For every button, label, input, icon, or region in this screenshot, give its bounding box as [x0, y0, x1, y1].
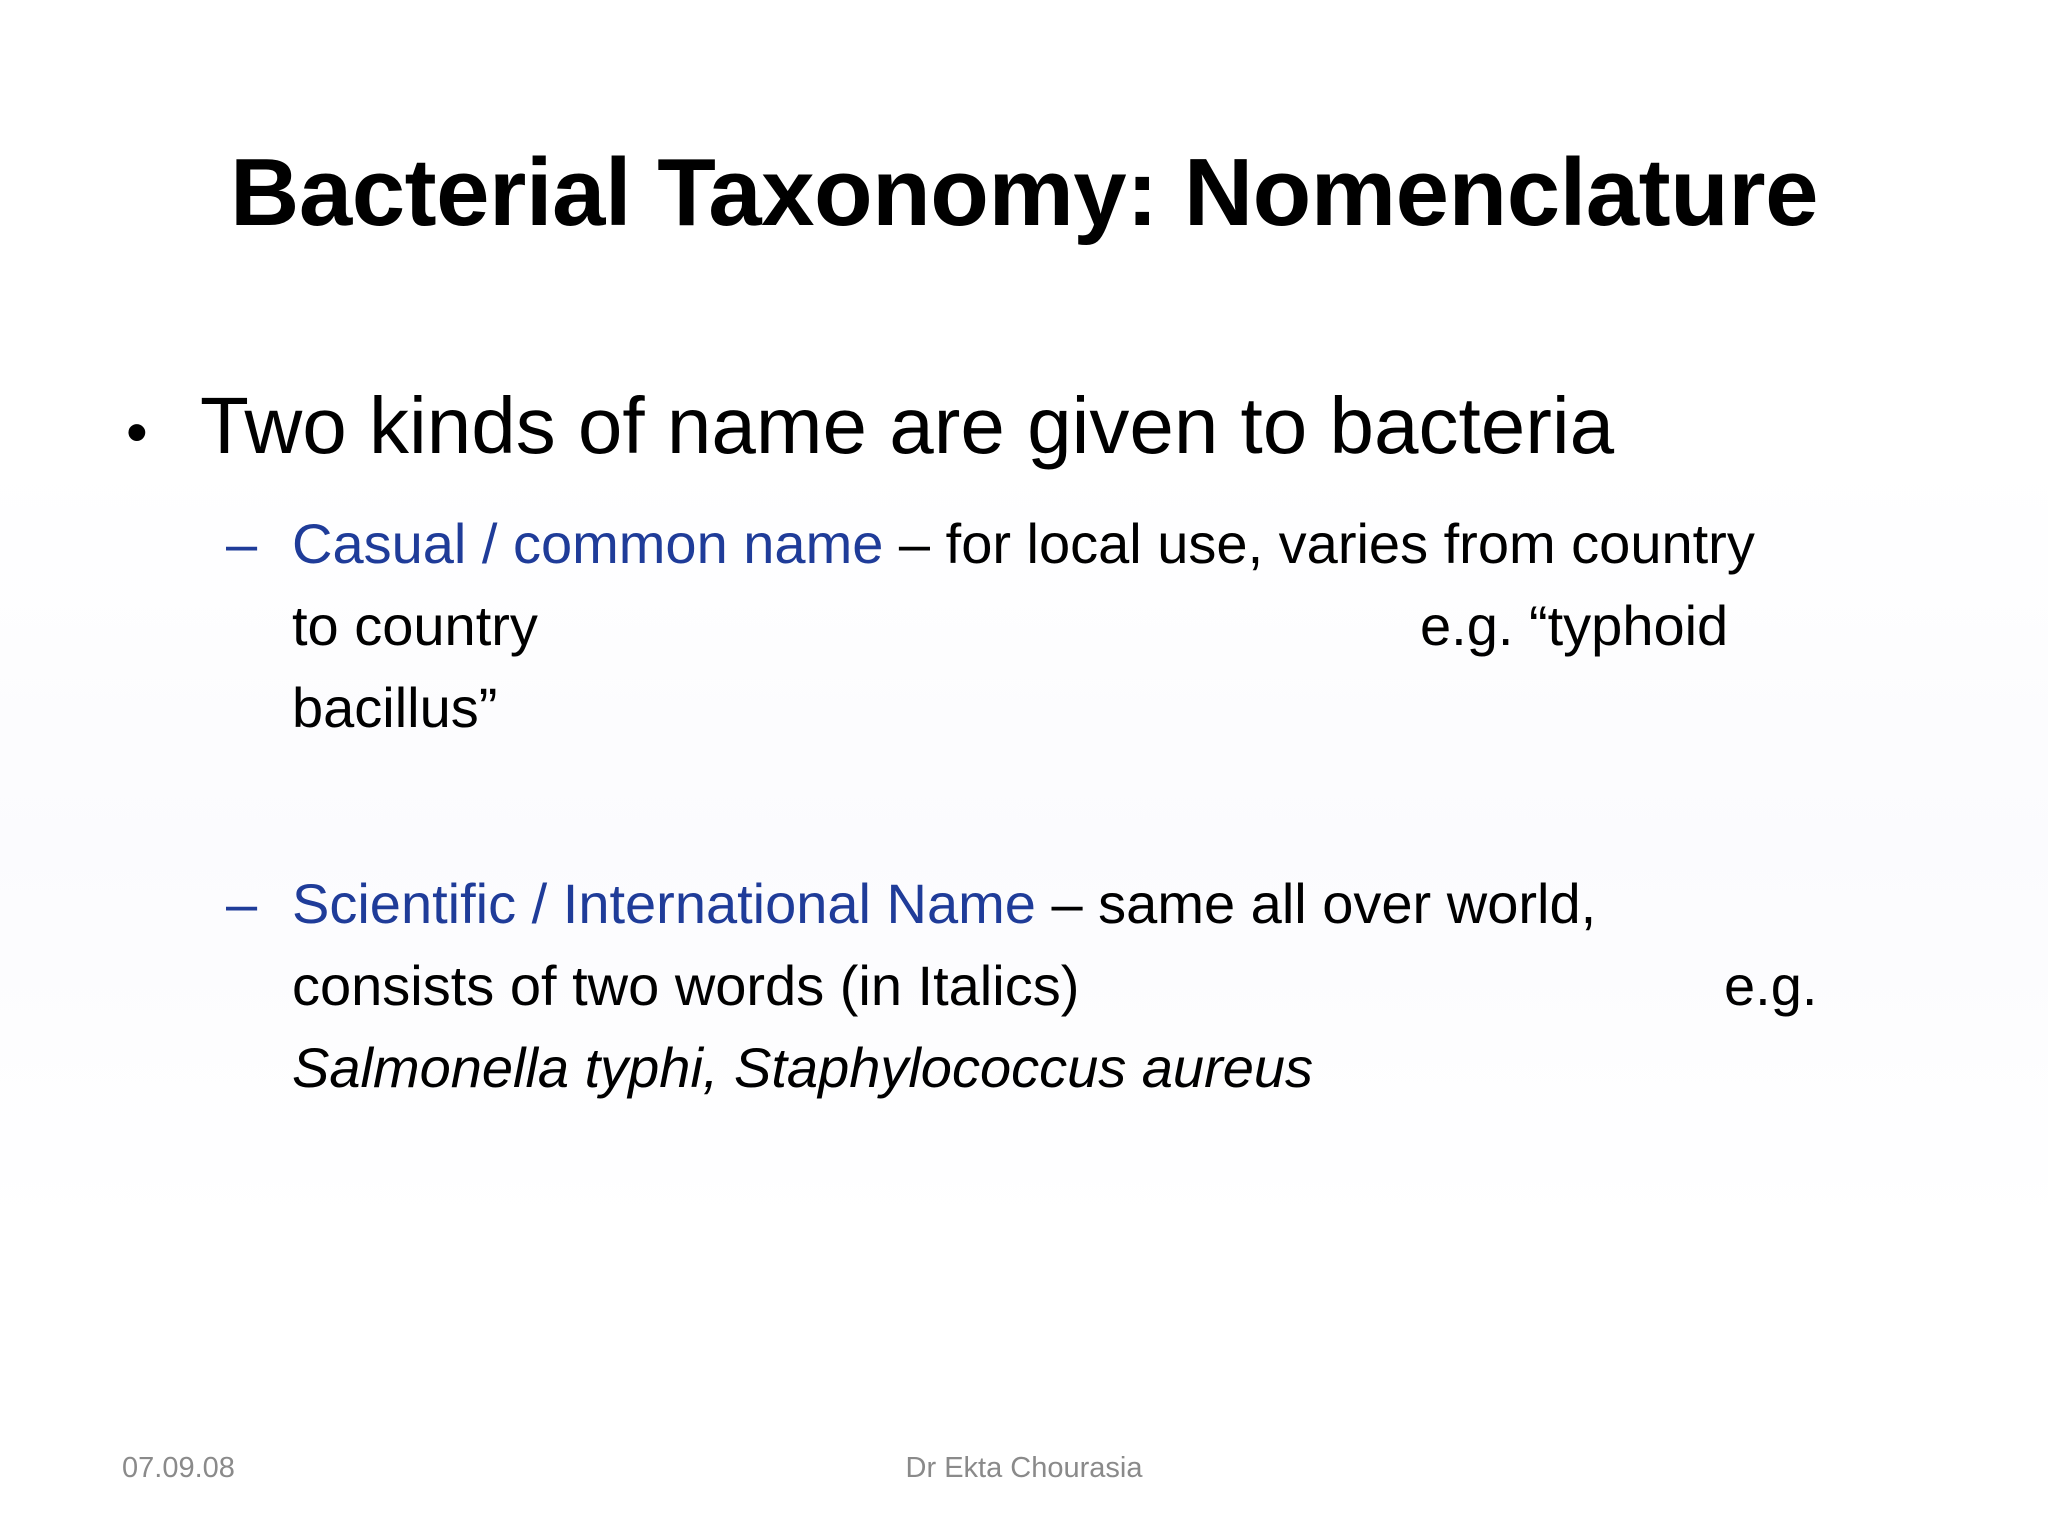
sub-item-line — [292, 863, 1942, 945]
bullet-marker: • — [126, 398, 148, 467]
term-description-continued: to country — [292, 594, 538, 657]
dash-marker: – — [226, 872, 258, 935]
term-label: Casual / common name — [292, 512, 884, 575]
footer-author: Dr Ekta Chourasia — [905, 1452, 1143, 1484]
sub-item-line — [292, 503, 1942, 585]
example-text: e.g. — [1724, 954, 1818, 1017]
slide-title: Bacterial Taxonomy: Nomenclature — [229, 139, 1818, 246]
example-text-continued: bacillus” — [292, 676, 498, 739]
sub-item-line — [292, 667, 1942, 749]
term-label: Scientific / International Name — [292, 872, 1036, 935]
term-description: – same all over world, — [1035, 872, 1597, 935]
sub-item-line — [292, 1027, 1942, 1109]
sub-item-line — [292, 945, 1942, 1027]
sub-item-line — [292, 585, 1942, 667]
main-bullet-text: Two kinds of name are given to bacteria — [200, 381, 1615, 470]
example-species-names: Salmonella typhi, Staphylococcus aureus — [292, 1036, 1314, 1099]
sub-item-text — [292, 863, 1942, 1109]
term-description-continued: consists of two words (in Italics) — [292, 954, 1080, 1017]
example-text: e.g. “typhoid — [1420, 594, 1729, 657]
sub-item-common-name — [226, 503, 1926, 749]
sub-item-text — [292, 503, 1942, 749]
sub-item-scientific-name — [226, 863, 1926, 1109]
footer-date: 07.09.08 — [122, 1452, 235, 1484]
dash-marker: – — [226, 512, 258, 575]
term-description: – for local use, varies from country — [883, 512, 1755, 575]
main-bullet — [126, 378, 1946, 474]
